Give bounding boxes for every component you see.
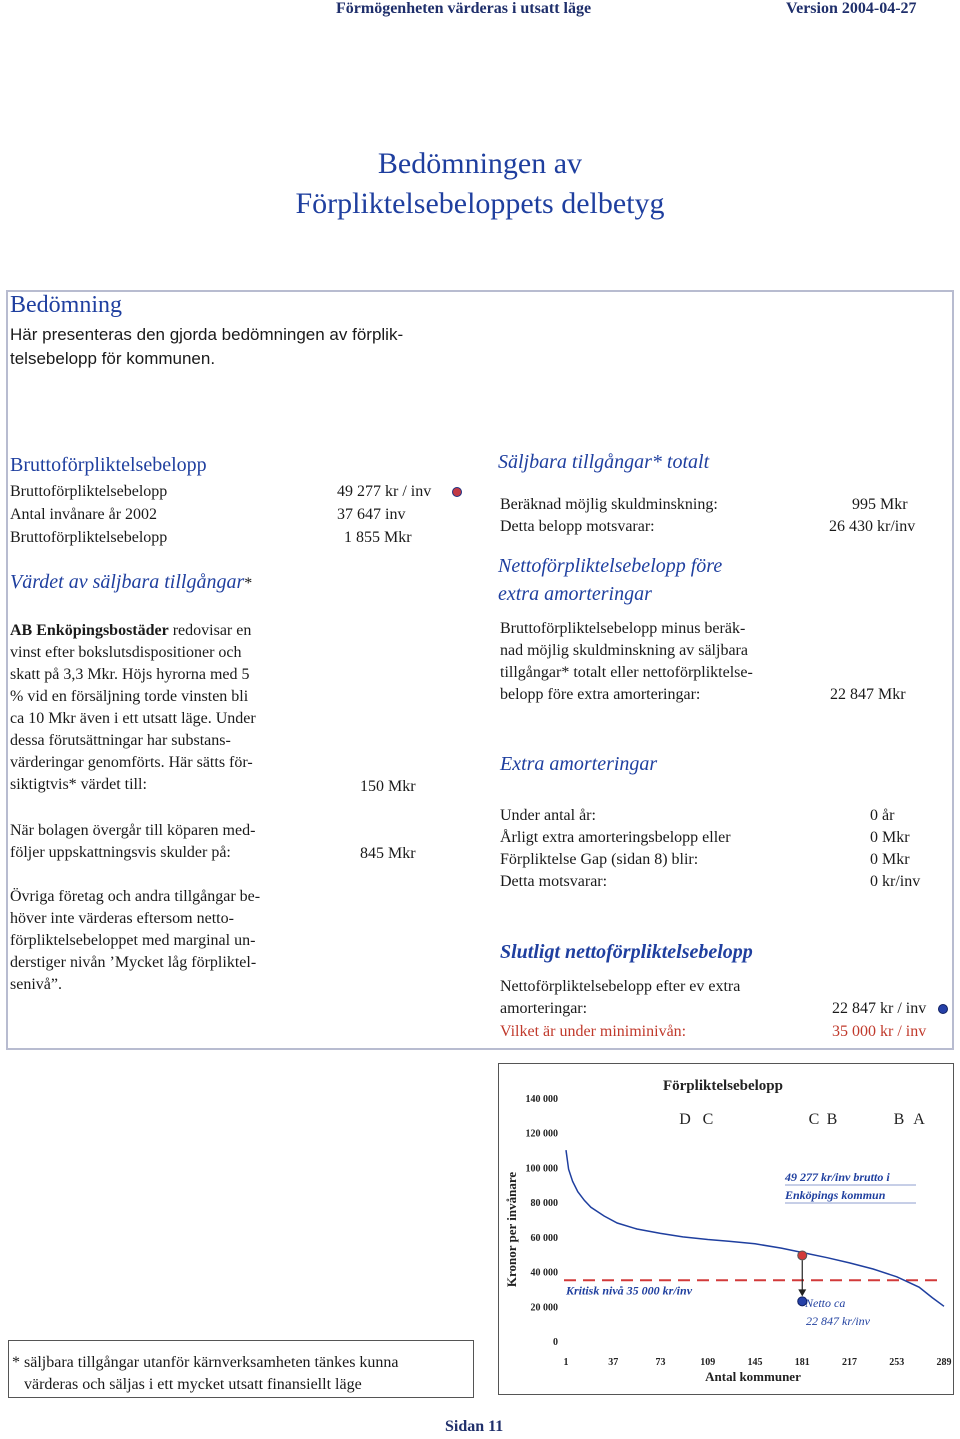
intro-line2: telsebelopp för kommunen. <box>10 349 216 368</box>
grade-label: B <box>893 1111 905 1128</box>
netto-heading-1: Nettoförpliktelsebelopp före <box>498 555 723 577</box>
paragraph-line: Bruttoförpliktelsebelopp minus beräk- <box>500 620 746 637</box>
grade-label: C <box>702 1111 714 1128</box>
saljbara-paragraph <box>10 620 300 796</box>
header-title: Förmögenheten värderas i utsatt läge <box>336 0 592 17</box>
x-axis-label: Antal kommuner <box>705 1369 801 1384</box>
x-tick-label: 217 <box>842 1357 857 1368</box>
critical-level-label: Kritisk nivå 35 000 kr/inv <box>566 1283 693 1298</box>
brutto-total-value: 1 855 Mkr <box>344 529 412 546</box>
other-paragraph <box>10 886 300 996</box>
netto-heading-2: extra amorteringar <box>498 583 652 605</box>
brutto-marker <box>798 1251 807 1260</box>
population-label: Antal invånare år 2002 <box>10 506 158 523</box>
paragraph-line: Övriga företag och andra tillgångar be- <box>10 888 261 905</box>
paragraph-line: När bolagen övergår till köparen med- <box>10 822 256 839</box>
population-value: 37 647 inv <box>337 506 406 523</box>
paragraph-line: följer uppskattningsvis skulder på: <box>10 844 231 861</box>
paragraph-line: värderingar genomförts. Här sätts för- <box>10 754 253 771</box>
extra-label-2: Förpliktelse Gap (sidan 8) blir: <box>500 851 699 868</box>
debt-value: 845 Mkr <box>360 845 416 862</box>
extra-value-2: 0 Mkr <box>870 851 910 868</box>
motsvarar-value: 26 430 kr/inv <box>829 518 916 535</box>
paragraph-line: derstiger nivån ’Mycket låg förpliktel- <box>10 954 257 971</box>
slutligt-line1: Nettoförpliktelsebelopp efter ev extra <box>500 978 741 995</box>
netto-value: 22 847 Mkr <box>830 686 906 703</box>
y-axis-label: Kronor per invånare <box>504 1171 519 1288</box>
x-tick-label: 37 <box>608 1357 619 1368</box>
minimi-label: Vilket är under miniminivån: <box>500 1023 687 1040</box>
extra-value-1: 0 Mkr <box>870 829 910 846</box>
paragraph-line: skatt på 3,3 Mkr. Höjs hyrorna med 5 <box>10 666 250 683</box>
company-name: AB Enköpingsbostäder <box>10 622 169 639</box>
netto-callout-line2: 22 847 kr/inv <box>806 1314 870 1328</box>
skuldminskning-value: 995 Mkr <box>852 496 908 513</box>
x-tick-label: 289 <box>936 1357 952 1368</box>
y-tick-label: 100 000 <box>525 1163 558 1175</box>
extra-label-3: Detta motsvarar: <box>500 873 608 890</box>
saljbara-heading-star: * <box>244 575 253 592</box>
page-number: Sidan 11 <box>445 1418 504 1435</box>
brutto-row-label: Bruttoförpliktelsebelopp <box>10 483 168 500</box>
brutto-callout-line1: 49 277 kr/inv brutto i <box>785 1170 890 1184</box>
brutto-callout-line2: Enköpings kommun <box>785 1188 886 1202</box>
brutto-marker-dot <box>452 487 462 497</box>
paragraph-line: AB Enköpingsbostäder redovisar en <box>10 622 252 639</box>
x-tick-label: 109 <box>700 1357 716 1368</box>
extra-heading: Extra amorteringar <box>500 753 658 775</box>
header-version: Version 2004-04-27 <box>786 0 917 17</box>
saljbara-heading-text: Värdet av säljbara tillgångar <box>10 571 245 593</box>
extra-label-1: Årligt extra amorteringsbelopp eller <box>500 829 731 846</box>
chart-title: Förpliktelsebelopp <box>662 1078 784 1094</box>
x-tick-label: 73 <box>655 1357 666 1368</box>
slutligt-line2: amorteringar: <box>500 1000 588 1017</box>
x-tick-label: 253 <box>889 1357 905 1368</box>
paragraph-line: vinst efter bokslutsdispositioner och <box>10 644 242 661</box>
y-tick-label: 0 <box>553 1337 558 1348</box>
y-tick-label: 60 000 <box>530 1232 558 1244</box>
saljbara-value: 150 Mkr <box>360 778 416 795</box>
brutto-heading: Bruttoförpliktelsebelopp <box>10 454 207 476</box>
grade-label: A <box>913 1111 925 1128</box>
paragraph-line: förpliktelsebeloppet med marginal un- <box>10 932 256 949</box>
paragraph-line: % vid en försäljning torde vinsten bli <box>10 688 249 705</box>
paragraph-line: belopp före extra amorteringar: <box>500 686 701 703</box>
y-tick-label: 80 000 <box>530 1198 558 1210</box>
page-title-line2: Förpliktelsebeloppets delbetyg <box>295 187 665 220</box>
paragraph-line: höver inte värderas eftersom netto- <box>10 910 234 927</box>
y-tick-label: 20 000 <box>530 1302 558 1314</box>
paragraph-line: ca 10 Mkr även i ett utsatt läge. Under <box>10 710 256 727</box>
grade-label: D <box>679 1111 691 1128</box>
paragraph-line: tillgångar* totalt eller nettoförpliktelse- <box>500 664 753 681</box>
netto-marker-dot <box>938 1004 948 1014</box>
slutligt-heading: Slutligt nettoförpliktelsebelopp <box>500 941 753 963</box>
grade-label: B <box>826 1111 838 1128</box>
intro-line1: Här presenteras den gjorda bedömningen av förplik- <box>10 325 404 344</box>
motsvarar-label: Detta belopp motsvarar: <box>500 518 655 535</box>
skuldminskning-label: Beräknad möjlig skuldminskning: <box>500 496 718 513</box>
netto-callout-line1: Netto ca <box>805 1296 846 1310</box>
intro-heading: Bedömning <box>10 292 122 318</box>
paragraph-line: siktigtvis* värdet till: <box>10 776 147 793</box>
forpliktelse-chart <box>498 1063 954 1397</box>
x-tick-label: 1 <box>563 1357 569 1368</box>
x-tick-label: 145 <box>747 1357 763 1368</box>
paragraph-line: senivå”. <box>10 976 62 993</box>
minimi-value: 35 000 kr / inv <box>832 1023 927 1040</box>
slutligt-value: 22 847 kr / inv <box>832 1000 927 1017</box>
paragraph-line: dessa förutsättningar har substans- <box>10 732 231 749</box>
x-tick-label: 181 <box>794 1357 810 1368</box>
footnote-line1: * säljbara tillgångar utanför kärnverksamheten tänkes kunna <box>12 1354 399 1371</box>
saljbara-heading <box>10 571 252 594</box>
brutto-row-value: 49 277 kr / inv <box>337 483 432 500</box>
debt-paragraph <box>10 820 300 864</box>
grade-label: C <box>808 1111 820 1128</box>
y-tick-label: 140 000 <box>525 1094 558 1105</box>
paragraph-line: nad möjlig skuldminskning av säljbara <box>500 642 748 659</box>
y-tick-label: 40 000 <box>530 1267 558 1279</box>
y-tick-label: 120 000 <box>525 1128 558 1140</box>
extra-value-3: 0 kr/inv <box>870 873 921 890</box>
extra-label-0: Under antal år: <box>500 807 596 824</box>
footnote-line2: värderas och säljas i ett mycket utsatt finansiellt läge <box>24 1376 362 1393</box>
page-title-line1: Bedömningen av <box>377 147 583 180</box>
saljbara-total-heading: Säljbara tillgångar* totalt <box>498 451 710 473</box>
brutto-total-label: Bruttoförpliktelsebelopp <box>10 529 168 546</box>
extra-value-0: 0 år <box>870 807 895 824</box>
netto-paragraph <box>500 618 753 706</box>
